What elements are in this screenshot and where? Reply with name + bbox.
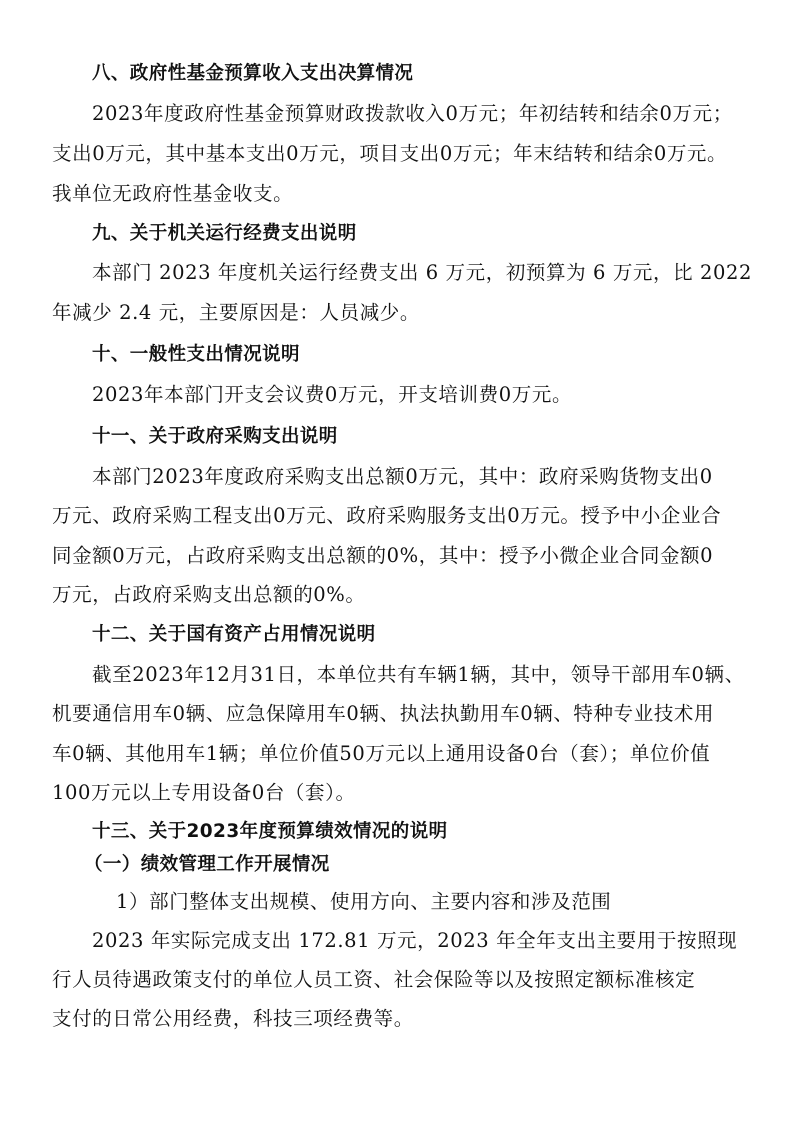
section-11-line-4: 万元，占政府采购支出总额的0%。 <box>52 583 366 606</box>
section-13-line-1: 2023 年实际完成支出 172.81 万元，2023 年全年支出主要用于按照现 <box>92 929 738 952</box>
section-8-heading: 八、政府性基金预算收入支出决算情况 <box>92 63 414 84</box>
section-9-line-1: 本部门 2023 年度机关运行经费支出 6 万元，初预算为 6 万元，比 2022 <box>92 261 753 284</box>
section-13-line-2: 行人员待遇政策支付的单位人员工资、社会保险等以及按照定额标准核定 <box>52 968 696 991</box>
section-8-line-3: 我单位无政府性基金收支。 <box>52 182 294 205</box>
section-13-item: 1）部门整体支出规模、使用方向、主要内容和涉及范围 <box>116 890 612 913</box>
section-9-line-2: 年减少 2.4 元，主要原因是：人员减少。 <box>52 301 421 324</box>
section-8-line-1: 2023年度政府性基金预算财政拨款收入0万元；年初结转和结余0万元； <box>92 102 733 125</box>
section-11-line-3: 同金额0万元，占政府采购支出总额的0%，其中：授予小微企业合同金额0 <box>52 544 714 567</box>
section-12-line-2: 机要通信用车0辆、应急保障用车0辆、执法执勤用车0辆、特种专业技术用 <box>52 702 715 725</box>
section-13-line-3: 支付的日常公用经费，科技三项经费等。 <box>52 1007 414 1030</box>
section-12-line-3: 车0辆、其他用车1辆；单位价值50万元以上通用设备0台（套）；单位价值 <box>52 742 711 765</box>
section-11-heading: 十一、关于政府采购支出说明 <box>92 426 338 447</box>
section-12-line-1: 截至2023年12月31日，本单位共有车辆1辆，其中，领导干部用车0辆、 <box>92 663 745 686</box>
section-8-line-2: 支出0万元，其中基本支出0万元，项目支出0万元；年末结转和结余0万元。 <box>52 142 728 165</box>
section-13-heading: 十三、关于2023年度预算绩效情况的说明 <box>92 821 448 842</box>
section-9-heading: 九、关于机关运行经费支出说明 <box>92 223 357 244</box>
section-11-line-2: 万元、政府采购工程支出0万元、政府采购服务支出0万元。授予中小企业合 <box>52 504 722 527</box>
section-12-line-4: 100万元以上专用设备0台（套）。 <box>52 781 356 804</box>
section-13-subheading: （一）绩效管理工作开展情况 <box>84 854 330 875</box>
section-10-line-1: 2023年本部门开支会议费0万元，开支培训费0万元。 <box>92 383 573 406</box>
section-10-heading: 十、一般性支出情况说明 <box>92 344 300 365</box>
section-12-heading: 十二、关于国有资产占用情况说明 <box>92 624 376 645</box>
section-11-line-1: 本部门2023年度政府采购支出总额0万元，其中：政府采购货物支出0 <box>92 465 713 488</box>
